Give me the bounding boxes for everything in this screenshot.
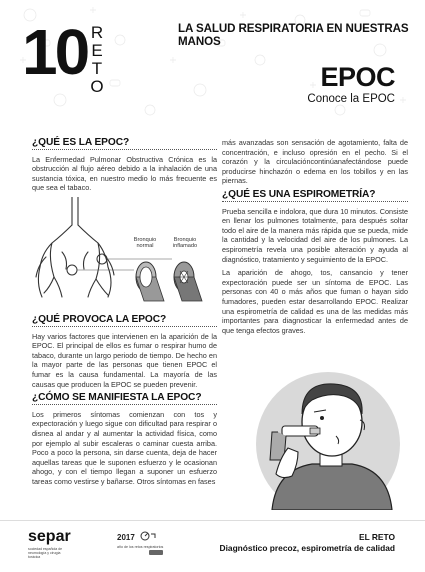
section-title-symptoms: ¿CÓMO SE MANIFIESTA LA EPOC? (32, 393, 217, 405)
section-text-causes: Hay varios factores que intervienen en la aparición de la EPOC. El principal de ellos es fumar o respirar humo de tabaco, durante un largo periodo de tiempo. De hecho en la mayor parte de las personas que tienen EPOC el fumar es la causa fundamental. La mayoría de las causas que producen la EPOC se pueden prevenir. (32, 331, 217, 389)
section-text-symptoms: Los primeros síntomas comienzan con tos y expectoración y luego sigue con dificultad para respirar o disnea al andar y al aumentar la actividad física, como por ejemplo al subir escaleras o caminar cuesta arriba. Poco a poco la persona, sin darse cuenta, deja de hacer aquellas tareas que le suponen esfuerzo y le ocasionan ahogo, y con el tiempo llegan a suponer un esfuerzo tareas como vestirse y bañarse. Otros síntomas en fases (32, 409, 217, 486)
spirometry-person-illustration (232, 348, 410, 510)
label-bronchus-inflamed: Bronquio inflamado (172, 236, 198, 250)
separ-logo-subtitle: sociedad española de neumología y cirugía torácica (28, 547, 63, 559)
footer-title: EL RETO (359, 532, 395, 542)
right-column (222, 138, 408, 339)
reto-label: R E T O (90, 23, 104, 96)
section-text-what-is: La Enfermedad Pulmonar Obstructiva Crónica es la obstrucción al flujo aéreo debido a la inhalación de una sustancia tóxica, en nuestro medio lo más frecuente es que sea el tabaco. (32, 154, 217, 193)
footer-subtitle: Diagnóstico precoz, espirometría de calidad (219, 543, 395, 553)
year-of-challenges-logo (115, 530, 165, 558)
left-column (32, 138, 217, 490)
section-text-symptoms-continued: más avanzadas son sensación de agotamiento, falta de concentración, e incluso opresión en el pecho. Si el corazón y la circulacióncontinúanafectándose puede producirse hinchazón o edema en los tobillos y en las piernas. (222, 138, 408, 186)
section-text-spirometry-2: La aparición de ahogo, tos, cansancio y tener expectoración puede ser un síntoma de EPOC. Las personas con 40 o más años que fuman o hayan sido fumadores, pueden estar desarrollando EPOC. Realizar una espirometría de calidad es una de las medidas más importantes para diagnosticar la enfermedad antes de que tenga efectos graves. (222, 268, 408, 335)
header (0, 0, 425, 128)
footer-divider (0, 520, 425, 521)
section-title-causes: ¿QUÉ PROVOCA LA EPOC? (32, 315, 217, 327)
page-subtitle: Conoce la EPOC (307, 93, 395, 105)
challenge-number: 10 (22, 16, 88, 88)
page-title: EPOC (320, 62, 395, 92)
tagline: LA SALUD RESPIRATORIA EN NUESTRAS MANOS (178, 22, 409, 48)
year-number: 2017 (117, 533, 135, 542)
lung-bronchi-icon (32, 197, 217, 309)
label-bronchus-normal: Bronquio normal (133, 236, 157, 250)
section-title-spirometry: ¿QUÉ ES UNA ESPIROMETRÍA? (222, 190, 408, 202)
section-title-what-is: ¿QUÉ ES LA EPOC? (32, 138, 217, 150)
section-text-spirometry: Prueba sencilla e indolora, que dura 10 minutos. Consiste en llenar los pulmones totalmente, para después soltar todo el aire de la manera más rápida que se pueda, mide la cantidad y la velocidad del aire de los pulmones. La espirometría revela una posible alteración y ayuda al diagnóstico, tratamiento y seguimiento de la EPOC. (222, 206, 408, 264)
separ-logo: separ (28, 528, 71, 545)
year-text: año de los retos respiratorios (117, 545, 164, 549)
bronchus-illustration (32, 197, 217, 309)
